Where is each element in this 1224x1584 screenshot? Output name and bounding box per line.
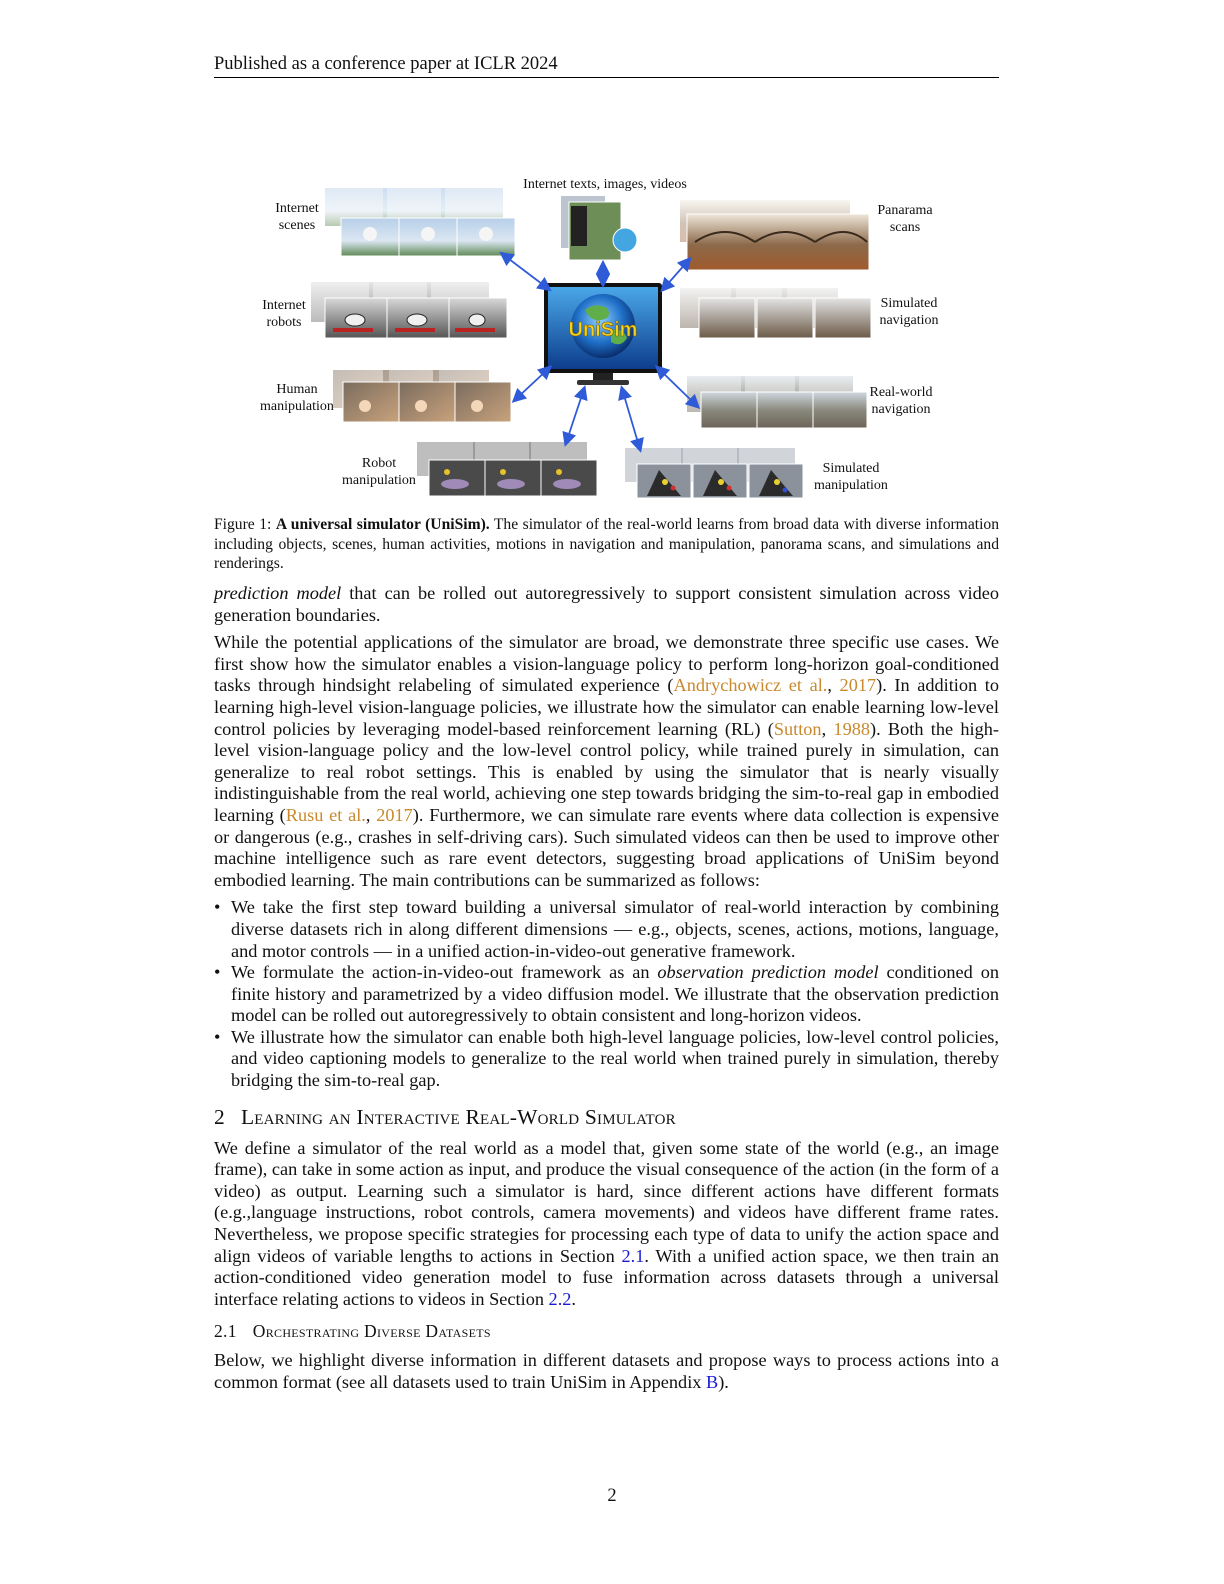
label-robot-manipulation: Robot manipulation [342, 456, 416, 488]
realworld-navigation-frames [687, 376, 867, 428]
unisim-logo-text: UniSim [568, 319, 638, 341]
simulated-manipulation-frames [625, 448, 803, 498]
ref-section-2-1[interactable]: 2.1 [621, 1245, 645, 1266]
section-heading-2-1: 2.1 Orchestrating Diverse Datasets [214, 1321, 491, 1342]
paragraph-section-2-1: Below, we highlight diverse information in different datasets and propose ways to process actions into a common format (see all datasets used to train UniSim in Appendix B). [214, 1350, 999, 1392]
contributions-list [214, 897, 999, 1091]
body-text [214, 583, 999, 1400]
list-item: • We take the first step toward building a universal simulator of real-world interaction by combining diverse datasets rich in along different dimensions — e.g., objects, scenes, actions, motions, language, and motor controls — in a unified action-in-video-out generative framework. [214, 897, 999, 962]
figure-1 [255, 170, 955, 500]
panorama-scans-frames [680, 200, 869, 270]
label-panorama-scans: Panarama scans [877, 203, 933, 235]
paragraph-continuation: prediction model that can be rolled out autoregressively to support consistent simulation across video generation boundaries. [214, 583, 999, 625]
ref-appendix-b[interactable]: B [705, 1372, 719, 1392]
robot-manipulation-frames [417, 442, 597, 496]
citation-andrychowicz-year[interactable]: 2017 [839, 675, 877, 696]
label-human-manipulation: Human manipulation [260, 382, 334, 414]
citation-sutton[interactable]: Sutton [773, 718, 822, 739]
figure-caption: Figure 1: A universal simulator (UniSim). The simulator of the real-world learns from broad data with diverse information including objects, scenes, human activities, motions in navigation and manipulation, panorama scans, and simulations and renderings. [214, 516, 999, 573]
list-item: • We formulate the action-in-video-out framework as an observation prediction model conditioned on finite history and parametrized by a video diffusion model. We illustrate that the observation prediction model can be rolled out autoregressively to obtain consistent and long-horizon videos. [214, 962, 999, 1027]
label-simulated-manipulation: Simulated manipulation [814, 461, 888, 493]
figure-illustration [255, 170, 955, 500]
citation-rusu-year[interactable]: 2017 [376, 804, 413, 825]
section-heading-2: 2 Learning an Interactive Real-World Simulator [214, 1104, 676, 1129]
label-internet-scenes: Internet scenes [275, 201, 319, 233]
label-realworld-navigation: Real-world navigation [869, 385, 933, 417]
running-head: Published as a conference paper at ICLR 2024 [214, 52, 999, 78]
page-number: 2 [607, 1486, 617, 1506]
label-internet-robots: Internet robots [262, 298, 306, 330]
label-simulated-navigation: Simulated navigation [879, 296, 939, 328]
citation-sutton-year[interactable]: 1988 [833, 718, 870, 739]
simulated-navigation-frames [680, 288, 871, 338]
label-top: Internet texts, images, videos [523, 177, 687, 192]
citation-andrychowicz[interactable]: Andrychowicz et al. [673, 675, 828, 696]
internet-media-frames [561, 196, 637, 260]
paragraph-use-cases: While the potential applications of the simulator are broad, we demonstrate three specific use cases. We first show how the simulator enables a vision-language policy to perform long-horizon goal-conditioned tasks through hindsight relabeling of simulated experience (Andrychowicz et al., 2017). In addition to learning high-level vision-language policies, we illustrate how the simulator can enable learning low-level control policies by leveraging model-based reinforcement learning (RL) (Sutton, 1988). Both the high-level vision-language policy and the low-level control policy, while trained purely in simulation, can generalize to real robot settings. This is enabled by using the simulator that is nearly visually indistinguishable from the real world, achieving one step towards bridging the sim-to-real gap in embodied learning (Rusu et al., 2017). Furthermore, we can simulate rare events where data collection is expensive or dangerous (e.g., crashes in self-driving cars). Such simulated videos can then be used to improve other machine intelligence such as rare event detectors, suggesting broad applications of UniSim beyond embodied learning. The main contributions can be summarized as follows: [214, 632, 1000, 890]
internet-robots-frames [311, 282, 507, 338]
internet-scenes-frames [325, 188, 515, 256]
human-manipulation-frames [333, 370, 511, 422]
ref-section-2-2[interactable]: 2.2 [548, 1288, 572, 1309]
citation-rusu[interactable]: Rusu et al. [285, 804, 366, 825]
list-item: • We illustrate how the simulator can enable both high-level language policies, low-level control policies, and video captioning models to generalize to the real world when trained purely in simulation, thereby bridging the sim-to-real gap. [214, 1027, 999, 1092]
paragraph-section-2: We define a simulator of the real world as a model that, given some state of the world (e.g., an image frame), can take in some action as input, and produce the visual consequence of the action (in the form of a video) as output. Learning such a simulator is hard, since different actions have different formats (e.g.,language instructions, robot controls, camera movements) and videos have different frame rates. Nevertheless, we propose specific strategies for processing each type of data to unify the action space and align videos of variable lengths to actions in Section 2.1. With a unified action space, we then train an action-conditioned video generation model to fuse information across datasets through a universal interface relating actions to videos in Section 2.2. [214, 1137, 999, 1309]
